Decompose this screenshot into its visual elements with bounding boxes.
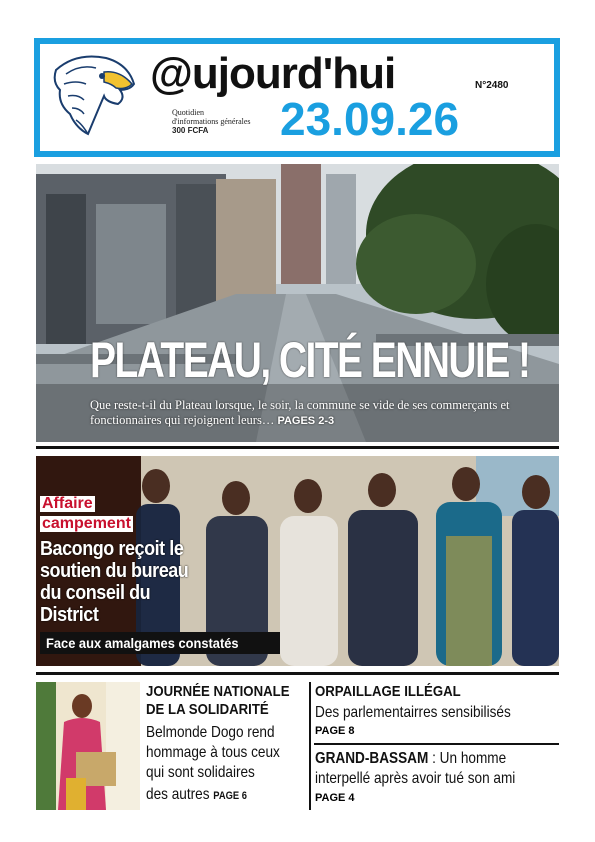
issue-number: N°2480 [475, 80, 509, 91]
story-subhead: Face aux amalgames constatés [46, 635, 239, 651]
bottom-left-kicker-line-1: JOURNÉE NATIONALE [146, 683, 290, 700]
bottom-right-bottom-line-1 [315, 750, 506, 768]
price: 300 FCFA [172, 126, 209, 135]
hero-page-ref: PAGES 2-3 [277, 415, 335, 427]
bottom-right-top-kicker: ORPAILLAGE ILLÉGAL [315, 683, 461, 700]
bottom-left-body-3: qui sont solidaires [146, 764, 255, 781]
bottom-left-page-ref: PAGE 6 [213, 790, 247, 802]
bottom-left-body-2: hommage à tous ceux [146, 744, 280, 761]
solidarity-photo [36, 682, 140, 810]
tagline-line-2: d'informations générales [172, 117, 251, 126]
bottom-right-bottom-body-2: interpellé après avoir tué son ami [315, 770, 516, 787]
tagline-line-1: Quotidien [172, 108, 204, 117]
bottom-left-body-4-text: des autres [146, 786, 210, 803]
row-divider [314, 743, 559, 745]
bottom-right-bottom-page-ref: PAGE 4 [315, 792, 355, 804]
divider-rule [36, 672, 559, 675]
divider-rule [36, 446, 559, 449]
bottom-left-body-4 [146, 786, 247, 805]
bottom-right-top-body: Des parlementairres sensibilisés [315, 704, 511, 721]
hero-headline: PLATEAU, CITÉ ENNUIE ! [90, 332, 530, 388]
bottom-right-bottom-kicker: GRAND-BASSAM [315, 750, 429, 767]
eagle-logo-icon [46, 50, 142, 142]
column-divider [309, 682, 311, 810]
bottom-left-kicker-line-2: DE LA SOLIDARITÉ [146, 701, 269, 718]
story-kicker-line-2: campement [42, 515, 131, 532]
newspaper-logo: @ujourd'hui [150, 49, 396, 98]
bottom-right-top-page-ref: PAGE 8 [315, 725, 355, 737]
bottom-left-body-1: Belmonde Dogo rend [146, 724, 275, 741]
issue-date: 23.09.26 [280, 93, 460, 145]
hero-lead-text: Que reste-t-il du Plateau lorsque, le soir, la commune se vide de ses commerçants et fonctionnaires qui rejoignent leurs… [90, 398, 510, 427]
story-headline: Bacongo reçoit le soutien du bureau du conseil du District [40, 538, 189, 626]
bottom-right-bottom-body-1: : Un homme [428, 750, 507, 767]
tagline [172, 108, 262, 135]
hero-lead [90, 398, 550, 429]
story-kicker-line-1: Affaire [42, 495, 93, 512]
